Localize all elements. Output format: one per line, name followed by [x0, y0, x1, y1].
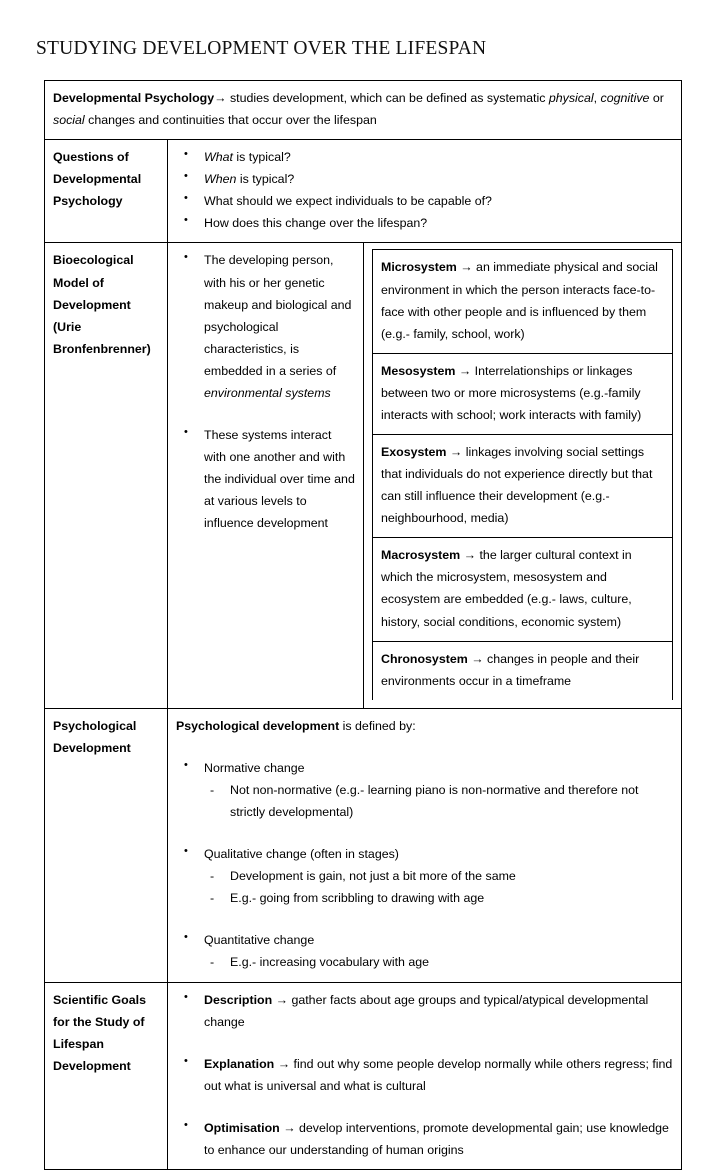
list-item [176, 1053, 673, 1097]
question-text: How does this change over the lifespan? [204, 216, 428, 231]
list-item: - Not non-normative (e.g.- learning piano is non-normative and therefore not strictly developmental) [204, 779, 673, 823]
table-row-definition [45, 81, 682, 140]
list-item [176, 843, 673, 909]
goal-desc: find out why some people develop normally while others regress; find out what is universal and what is cultural [204, 1056, 673, 1093]
question-italic-lead: What [204, 150, 233, 165]
definition-cell [45, 81, 682, 140]
systems-table [372, 249, 673, 699]
system-cell-microsystem [373, 250, 673, 353]
row-label-questions: Questions of Developmental Psychology [45, 140, 168, 243]
system-desc: linkages involving social settings that individuals do not experience directly but that can still influence their development (e.g.- neighbourhood, media) [381, 445, 653, 526]
list-item [176, 1117, 673, 1161]
system-cell-macrosystem [373, 538, 673, 641]
bio-bullet-text: The developing person, with his or her genetic makeup and biological and psychological characteristics, is embedded in a series of [204, 253, 352, 378]
table-row-psychological-development [45, 708, 682, 982]
list-item [176, 212, 673, 234]
bioecological-bullets [176, 249, 355, 534]
system-desc: an immediate physical and social environment in which the person interacts face-to-face with other people and is influenced by them (e.g.- family, school, work) [381, 260, 658, 341]
psych-sublist [204, 779, 673, 823]
psych-list [176, 757, 673, 974]
psych-sublist [204, 951, 673, 973]
list-item [176, 757, 673, 823]
psych-item-text: Qualitative change (often in stages) [204, 847, 399, 862]
system-arrow: → [463, 548, 477, 563]
system-desc: the larger cultural context in which the microsystem, mesosystem and ecosystem are embedded (e.g.- laws, culture, history, social conditions, economic system) [381, 548, 632, 629]
goals-list [176, 989, 673, 1161]
row-label-psychological-development: Psychological Development [45, 708, 168, 982]
table-row [373, 353, 673, 434]
system-name: Chronosystem [381, 651, 468, 666]
row-content-scientific-goals [168, 982, 682, 1169]
system-cell-exosystem [373, 435, 673, 538]
definition-italic-cognitive: cognitive [600, 91, 650, 105]
system-desc: Interrelationships or linkages between two or more microsystems (e.g.-family interacts with school; work interacts with family) [381, 363, 642, 422]
system-name: Microsystem [381, 260, 457, 275]
row-label-bioecological: Bioecological Model of Development (Urie Bronfenbrenner) [45, 243, 168, 708]
system-cell-chronosystem [373, 641, 673, 700]
system-arrow: → [460, 260, 473, 275]
definition-text-3: or [649, 91, 664, 105]
psych-item-text: Normative change [204, 760, 305, 775]
table-row [373, 435, 673, 538]
list-item: - E.g.- going from scribbling to drawing with age [204, 887, 673, 909]
table-row [373, 641, 673, 700]
goal-desc: develop interventions, promote developmental gain; use knowledge to enhance our understanding of human origins [204, 1120, 669, 1157]
system-desc: changes in people and their environments occur in a timeframe [381, 651, 640, 688]
row-label-scientific-goals: Scientific Goals for the Study of Lifespan Development [45, 982, 168, 1169]
page-title: STUDYING DEVELOPMENT OVER THE LIFESPAN [36, 38, 487, 59]
list-item [176, 249, 355, 404]
notes-table [44, 80, 682, 1170]
row-content-psychological-development [168, 708, 682, 982]
system-arrow: → [458, 363, 472, 378]
psych-intro-bold: Psychological development [176, 718, 340, 733]
goal-name: Description [204, 992, 273, 1007]
list-item: - Development is gain, not just a bit more of the same [204, 865, 673, 887]
definition-text-4: changes and continuities that occur over the lifespan [84, 113, 377, 128]
row-content-bioecological-systems [364, 243, 682, 708]
goal-arrow: → [283, 1120, 296, 1135]
system-arrow: → [471, 651, 484, 666]
row-content-questions [168, 140, 682, 243]
questions-list [176, 146, 673, 234]
goal-desc: gather facts about age groups and typical/atypical developmental change [204, 992, 649, 1029]
question-italic-lead: When [204, 172, 237, 187]
definition-italic-physical: physical [548, 91, 594, 105]
definition-term: Developmental Psychology [53, 91, 215, 105]
system-arrow: → [449, 445, 463, 460]
list-item [176, 929, 673, 973]
bio-bullet-italic-tail: environmental systems [204, 385, 331, 400]
system-cell-mesosystem [373, 353, 673, 434]
definition-italic-social: social [53, 113, 85, 128]
list-item: - E.g.- increasing vocabulary with age [204, 951, 673, 973]
definition-arrow: → [214, 91, 227, 105]
question-text: What should we expect individuals to be capable of? [204, 194, 492, 209]
definition-text-1: studies development, which can be defined as systematic [226, 91, 549, 105]
goal-arrow: → [277, 1056, 291, 1071]
system-name: Exosystem [381, 445, 447, 460]
table-row-scientific-goals [45, 982, 682, 1169]
list-item [176, 190, 673, 212]
psych-intro-rest: is defined by: [339, 718, 416, 733]
psych-sublist [204, 865, 673, 909]
psych-intro [176, 715, 673, 737]
list-item [176, 424, 355, 534]
table-row-questions [45, 140, 682, 243]
goal-arrow: → [275, 992, 289, 1007]
bio-bullet-text: These systems interact with one another and with the individual over time and at various levels to influence development [204, 428, 355, 531]
table-row-bioecological [45, 243, 682, 708]
row-content-bioecological-mid [168, 243, 364, 708]
list-item [176, 146, 673, 168]
question-text: is typical? [232, 150, 291, 165]
definition-text-2: , [593, 91, 601, 105]
psych-item-text: Quantitative change [204, 933, 315, 948]
goal-name: Explanation [204, 1056, 275, 1071]
goal-name: Optimisation [204, 1120, 280, 1135]
question-text: is typical? [236, 172, 295, 187]
list-item [176, 989, 673, 1033]
table-row [373, 538, 673, 641]
table-row [373, 250, 673, 353]
list-item [176, 168, 673, 190]
system-name: Macrosystem [381, 548, 461, 563]
system-name: Mesosystem [381, 363, 456, 378]
